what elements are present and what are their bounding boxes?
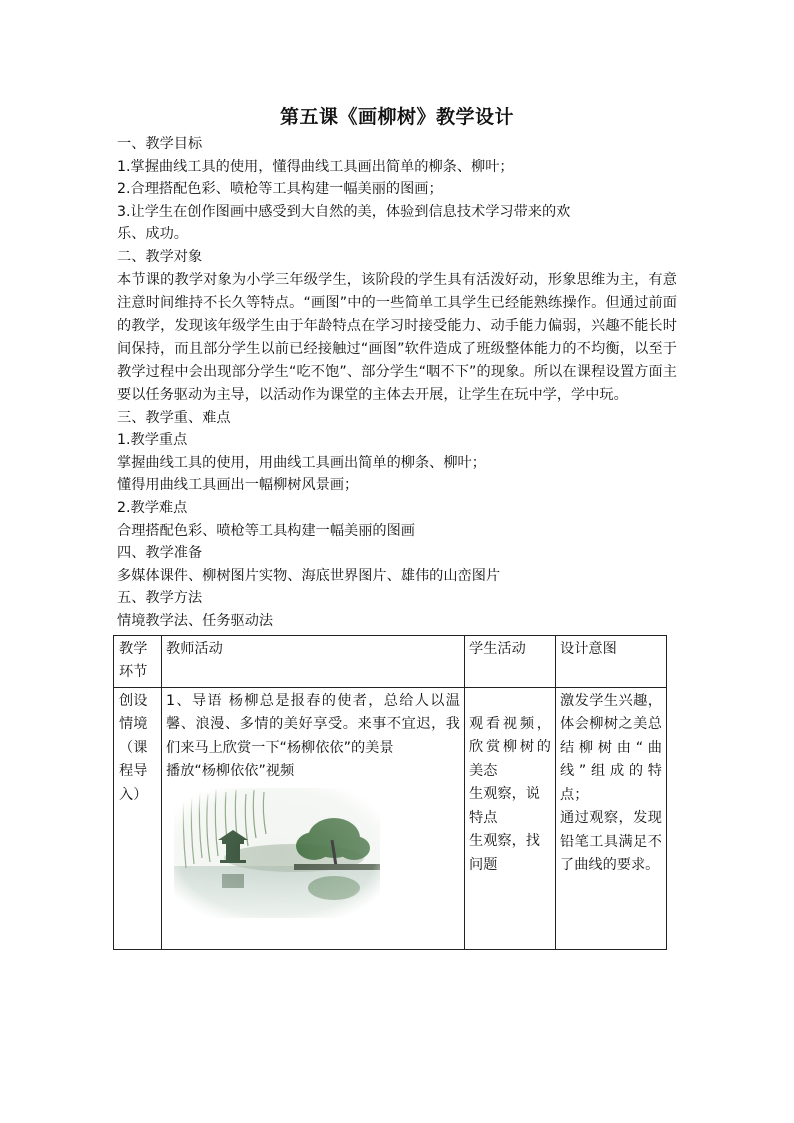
- table-row: [114, 687, 667, 949]
- student-problem-text: 生观察，找问题: [469, 833, 540, 873]
- cell-teacher-activity: [162, 687, 465, 949]
- objective-item: 1.掌握曲线工具的使用，懂得曲线工具画出简单的柳条、柳叶；: [117, 158, 514, 175]
- cell-student-activity: [465, 687, 556, 949]
- table-header-row: [114, 635, 667, 687]
- objective-item: 3.让学生在创作图画中感受到大自然的美，体验到信息技术学习带来的欢: [117, 203, 571, 220]
- objective-item-continuation: 乐、成功。: [117, 226, 188, 243]
- willow-landscape-image: [174, 788, 380, 918]
- cell-design-intent: [556, 687, 667, 949]
- teacher-video-text: 播放“杨柳依依”视频: [166, 763, 295, 779]
- section-heading-methods: 五、教学方法: [117, 590, 203, 607]
- subheading-key: 1.教学重点: [117, 432, 188, 449]
- student-watch-text: 观看视频，欣赏柳树的美态: [469, 715, 551, 779]
- header-teacher: 教师活动: [162, 635, 465, 687]
- lesson-table: [113, 635, 667, 950]
- header-student: 学生活动: [465, 635, 556, 687]
- key-item: 掌握曲线工具的使用，用曲线工具画出简单的柳条、柳叶；: [117, 454, 486, 471]
- audience-paragraph: 本节课的教学对象为小学三年级学生，该阶段的学生具有活泼好动，形象思维为主，有意注意时间维持不长久等特点。“画图”中的一些简单工具学生已经能熟练操作。但通过前面的教学，发现该年级学生由于年龄特点在学习时接受能力、动手能力偏弱，兴趣不能长时间保持，而且部分学生以前已经接触过“画图”软件造成了班级整体能力的不均衡，以至于教学过程中会出现部分学生“吃不饱”、部分学生“咽不下”的现象。所以在课程设置方面主要以任务驱动为主导，以活动作为课堂的主体去开展，让学生在玩中学，学中玩。: [117, 271, 677, 403]
- header-intent: 设计意图: [556, 635, 667, 687]
- teacher-intro-text: 1、导语 杨柳总是报春的使者，总给人以温馨、浪漫、多情的美好享受。来事不宜迟，我们来马上欣赏一下“杨柳依依”的美景: [166, 692, 460, 756]
- document-page: [117, 103, 677, 950]
- preparation-text: 多媒体课件、柳树图片实物、海底世界图片、雄伟的山峦图片: [117, 567, 501, 584]
- header-stage: 教学环节: [114, 635, 162, 687]
- document-title: 第五课《画柳树》教学设计: [279, 106, 514, 128]
- subheading-difficulty: 2.教学难点: [117, 499, 188, 516]
- section-heading-preparation: 四、教学准备: [117, 545, 203, 562]
- section-heading-keypoints: 三、教学重、难点: [117, 409, 231, 426]
- intent-observe-text: 通过观察，发现铅笔工具满足不了曲线的要求。: [560, 810, 662, 873]
- section-heading-audience: 二、教学对象: [117, 248, 203, 265]
- intent-interest-text: 激发学生兴趣，体会柳树之美总结柳树由“曲线”组成的特点；: [560, 692, 662, 803]
- student-observe-text: 生观察，说特点: [469, 786, 540, 826]
- methods-text: 情境教学法、任务驱动法: [117, 612, 274, 629]
- section-heading-objectives: 一、教学目标: [117, 136, 203, 152]
- difficulty-item: 合理搭配色彩、喷枪等工具构建一幅美丽的图画: [117, 522, 415, 539]
- cell-stage: 创设情境（课程导入）: [114, 687, 162, 949]
- key-item: 懂得用曲线工具画出一幅柳树风景画；: [117, 477, 359, 494]
- objective-item: 2.合理搭配色彩、喷枪等工具构建一幅美丽的图画；: [117, 181, 443, 198]
